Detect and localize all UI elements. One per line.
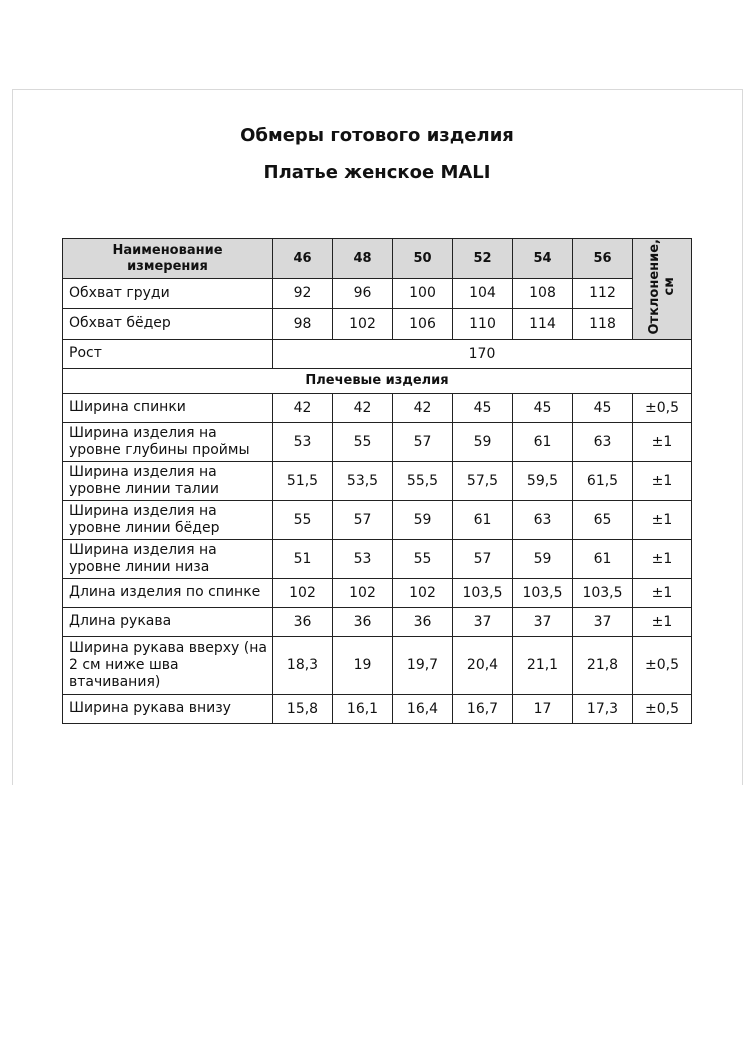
tolerance-value: ±1 [633, 607, 692, 636]
tolerance-value: ±0,5 [633, 694, 692, 723]
tolerance-header [633, 239, 692, 340]
cell-value: 45 [453, 393, 513, 422]
cell-value: 103,5 [513, 578, 573, 607]
cell-value: 92 [273, 279, 333, 309]
tolerance-value: ±1 [633, 500, 692, 539]
cell-value: 102 [333, 578, 393, 607]
tolerance-value: ±1 [633, 539, 692, 578]
cell-value: 57 [453, 539, 513, 578]
row-name: Ширина рукава вверху (на 2 см ниже шва втачивания) [63, 636, 273, 694]
cell-value: 20,4 [453, 636, 513, 694]
cell-value: 51,5 [273, 461, 333, 500]
cell-value: 103,5 [573, 578, 633, 607]
cell-value: 55,5 [393, 461, 453, 500]
cell-value: 53 [273, 422, 333, 461]
cell-value: 59 [453, 422, 513, 461]
cell-value: 114 [513, 308, 573, 339]
cell-value: 55 [273, 500, 333, 539]
cell-value: 51 [273, 539, 333, 578]
cell-value: 106 [393, 308, 453, 339]
cell-value: 104 [453, 279, 513, 309]
cell-value: 45 [513, 393, 573, 422]
cell-value: 17 [513, 694, 573, 723]
row-name: Ширина изделия на уровне линии низа [63, 539, 273, 578]
cell-value: 61 [513, 422, 573, 461]
header-row [63, 239, 692, 279]
cell-value: 21,8 [573, 636, 633, 694]
table-row [63, 694, 692, 723]
cell-value: 45 [573, 393, 633, 422]
cell-value: 102 [273, 578, 333, 607]
cell-value: 18,3 [273, 636, 333, 694]
row-name: Длина изделия по спинке [63, 578, 273, 607]
cell-value: 42 [333, 393, 393, 422]
row-name: Длина рукава [63, 607, 273, 636]
name-header-text: Наименование измерения [112, 242, 223, 274]
cell-value: 108 [513, 279, 573, 309]
cell-value: 63 [573, 422, 633, 461]
row-name: Ширина изделия на уровне линии талии [63, 461, 273, 500]
table-row [63, 607, 692, 636]
cell-value: 36 [333, 607, 393, 636]
cell-value: 61 [573, 539, 633, 578]
cell-value: 37 [513, 607, 573, 636]
tolerance-value: ±0,5 [633, 636, 692, 694]
cell-value: 19 [333, 636, 393, 694]
cell-value: 110 [453, 308, 513, 339]
cell-value: 53,5 [333, 461, 393, 500]
cell-value: 37 [573, 607, 633, 636]
height-row [63, 339, 692, 368]
height-value: 170 [273, 339, 692, 368]
tolerance-value: ±1 [633, 578, 692, 607]
tolerance-value: ±0,5 [633, 393, 692, 422]
cell-value: 63 [513, 500, 573, 539]
cell-value: 36 [393, 607, 453, 636]
cell-value: 55 [393, 539, 453, 578]
size-header: 46 [273, 239, 333, 279]
cell-value: 16,7 [453, 694, 513, 723]
cell-value: 61,5 [573, 461, 633, 500]
measurements-table [62, 238, 692, 724]
table-row [63, 393, 692, 422]
size-header: 50 [393, 239, 453, 279]
cell-value: 15,8 [273, 694, 333, 723]
cell-value: 59 [513, 539, 573, 578]
cell-value: 65 [573, 500, 633, 539]
cell-value: 19,7 [393, 636, 453, 694]
cell-value: 102 [333, 308, 393, 339]
section-row [63, 368, 692, 393]
table-row [63, 539, 692, 578]
table-row [63, 578, 692, 607]
row-name: Ширина изделия на уровне глубины проймы [63, 422, 273, 461]
cell-value: 59,5 [513, 461, 573, 500]
tolerance-value: ±1 [633, 461, 692, 500]
row-name: Рост [63, 339, 273, 368]
cell-value: 17,3 [573, 694, 633, 723]
cell-value: 21,1 [513, 636, 573, 694]
name-header [63, 239, 273, 279]
size-header: 54 [513, 239, 573, 279]
product-title: Платье женское MALI [263, 162, 491, 183]
table-row [63, 279, 692, 309]
cell-value: 103,5 [453, 578, 513, 607]
tolerance-value: ±1 [633, 422, 692, 461]
cell-value: 57 [333, 500, 393, 539]
cell-value: 59 [393, 500, 453, 539]
row-name: Ширина изделия на уровне линии бёдер [63, 500, 273, 539]
row-name: Ширина спинки [63, 393, 273, 422]
cell-value: 36 [273, 607, 333, 636]
size-header: 52 [453, 239, 513, 279]
cell-value: 102 [393, 578, 453, 607]
cell-value: 37 [453, 607, 513, 636]
cell-value: 42 [393, 393, 453, 422]
table-row [63, 308, 692, 339]
size-header: 48 [333, 239, 393, 279]
table-row [63, 500, 692, 539]
tolerance-header-text: Отклонение, см [647, 239, 677, 335]
cell-value: 98 [273, 308, 333, 339]
row-name: Обхват бёдер [63, 308, 273, 339]
cell-value: 55 [333, 422, 393, 461]
cell-value: 100 [393, 279, 453, 309]
cell-value: 53 [333, 539, 393, 578]
cell-value: 57,5 [453, 461, 513, 500]
section-label: Плечевые изделия [63, 368, 692, 393]
cell-value: 96 [333, 279, 393, 309]
size-header: 56 [573, 239, 633, 279]
row-name: Обхват груди [63, 279, 273, 309]
cell-value: 112 [573, 279, 633, 309]
table-row [63, 636, 692, 694]
cell-value: 16,1 [333, 694, 393, 723]
table-row [63, 461, 692, 500]
cell-value: 16,4 [393, 694, 453, 723]
document-title: Обмеры готового изделия [240, 125, 514, 146]
cell-value: 42 [273, 393, 333, 422]
cell-value: 118 [573, 308, 633, 339]
cell-value: 61 [453, 500, 513, 539]
cell-value: 57 [393, 422, 453, 461]
table-row [63, 422, 692, 461]
row-name: Ширина рукава внизу [63, 694, 273, 723]
